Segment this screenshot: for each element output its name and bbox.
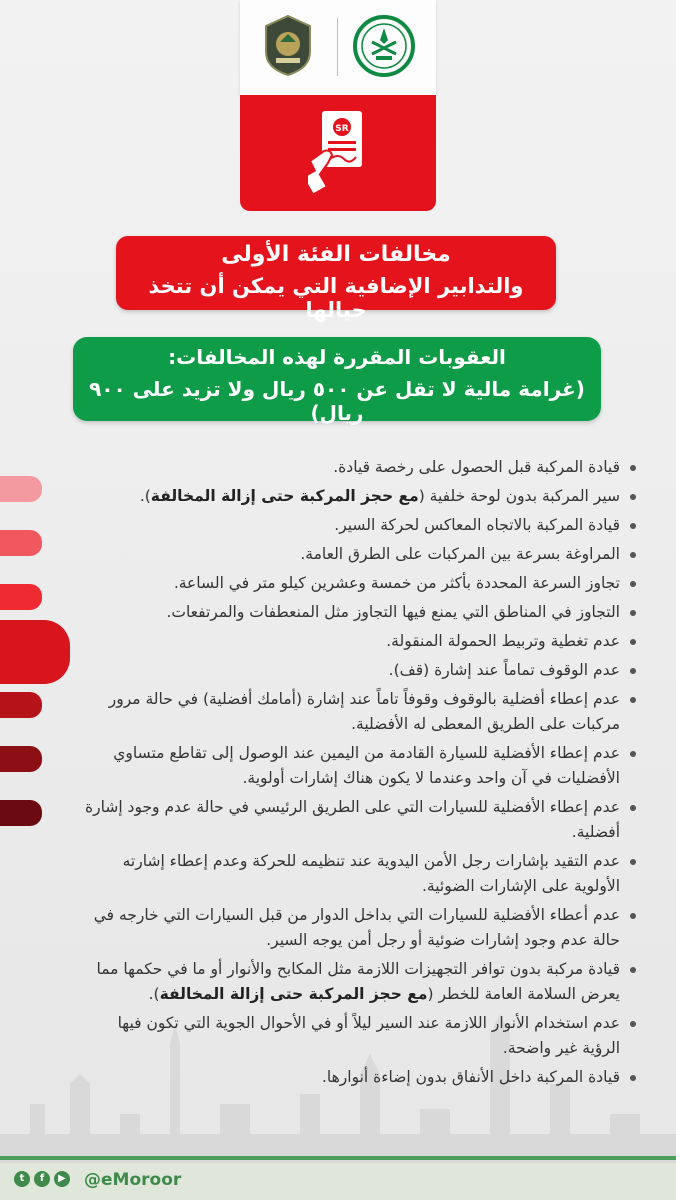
list-item: قيادة المركبة داخل الأنفاق بدون إضاءة أنوارها.	[78, 1065, 638, 1090]
twitter-icon[interactable]: t	[14, 1171, 30, 1187]
title-line-1: مخالفات الفئة الأولى	[221, 242, 451, 267]
side-bar-5	[0, 692, 42, 718]
sr-label: SR	[335, 124, 349, 134]
logo-divider	[337, 18, 338, 76]
penalty-heading: العقوبات المقررة لهذه المخالفات:	[168, 345, 506, 369]
logo-header	[240, 0, 436, 95]
facebook-icon[interactable]: f	[34, 1171, 50, 1187]
list-item: سير المركبة بدون لوحة خلفية (مع حجز المركبة حتى إزالة المخالفة).	[78, 484, 638, 509]
list-item: عدم إعطاء أفضلية بالوقوف وقوفاً تاماً عند إشارة (أمامك أفضلية) في حالة مرور مركبات على الطريق المعطى له الأفضلية.	[78, 687, 638, 737]
side-bar-6	[0, 746, 42, 772]
title-line-2: والتدابير الإضافية التي يمكن أن تتخذ حيالها	[148, 274, 524, 322]
ministry-emblem-icon	[352, 14, 416, 78]
penalty-amount: (غرامة مالية لا تقل عن ٥٠٠ ريال ولا تزيد على ٩٠٠ ريال)	[89, 377, 585, 425]
side-bar-3	[0, 584, 42, 610]
youtube-icon[interactable]: ▶	[54, 1171, 70, 1187]
social-handle[interactable]: @eMoroor	[84, 1170, 182, 1190]
traffic-police-emblem-icon	[258, 12, 318, 78]
side-bar-1	[0, 476, 42, 502]
list-item: تجاوز السرعة المحددة بأكثر من خمسة وعشرين كيلو متر في الساعة.	[78, 571, 638, 596]
list-item: التجاوز في المناطق التي يمنع فيها التجاوز مثل المنعطفات والمرتفعات.	[78, 600, 638, 625]
list-item: عدم أعطاء الأفضلية للسيارات التي بداخل الدوار من قبل السيارات التي خارجه في حالة عدم وجود إشارات ضوئية أو رجل أمن يوجه السير.	[78, 903, 638, 953]
penalty-box	[73, 337, 601, 425]
footer-accent-line	[0, 1156, 676, 1160]
side-bar-2	[0, 530, 42, 556]
social-icons	[14, 1171, 70, 1187]
list-item: قيادة المركبة بالاتجاه المعاكس لحركة السير.	[78, 513, 638, 538]
fine-icon-tile	[240, 95, 436, 211]
list-item: قيادة المركبة قبل الحصول على رخصة قيادة.	[78, 455, 638, 480]
list-item: عدم إعطاء الأفضلية للسيارة القادمة من اليمين عند الوصول إلى تقاطع متساوي الأفضليات في آن واحد وعندما لا يكون هناك إشارات أولوية.	[78, 741, 638, 791]
list-item: عدم تغطية وتربيط الحمولة المنقولة.	[78, 629, 638, 654]
side-bar-7	[0, 800, 42, 826]
list-item: عدم إعطاء الأفضلية للسيارات التي على الطريق الرئيسي في حالة عدم وجود إشارة أفضلية.	[78, 795, 638, 845]
category-title-box	[116, 236, 556, 322]
list-item: عدم التقيد بإشارات رجل الأمن اليدوية عند تنظيمه للحركة وعدم إعطاء إشارته الأولوية على الإشارات الضوئية.	[78, 849, 638, 899]
list-item: عدم الوقوف تماماً عند إشارة (قف).	[78, 658, 638, 683]
fine-document-hand-icon	[308, 107, 370, 197]
violations-list	[78, 455, 638, 1094]
list-item: عدم استخدام الأنوار اللازمة عند السير ليلاً أو في الأحوال الجوية التي تكون فيها الرؤية غير واضحة.	[78, 1011, 638, 1061]
list-item: المراوغة بسرعة بين المركبات على الطرق العامة.	[78, 542, 638, 567]
list-item: قيادة مركبة بدون توافر التجهيزات اللازمة مثل المكابح والأنوار أو ما في حكمها مما يعرض السلامة العامة للخطر (مع حجز المركبة حتى إزالة المخالفة).	[78, 957, 638, 1007]
side-bar-4	[0, 620, 70, 684]
